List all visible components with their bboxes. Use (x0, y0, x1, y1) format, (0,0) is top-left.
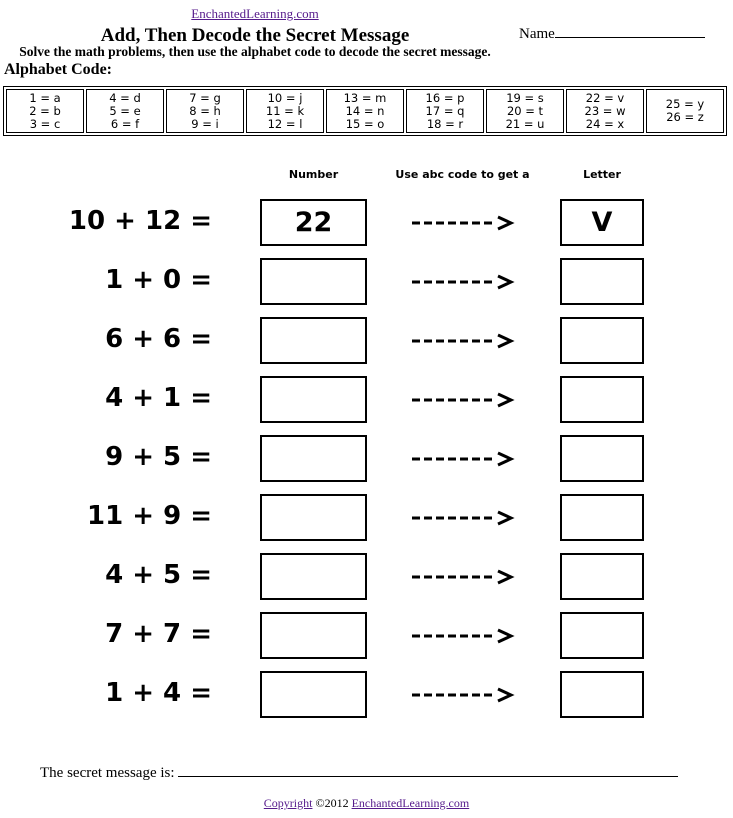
number-answer-box[interactable] (260, 553, 367, 600)
alphabet-code-table (3, 86, 727, 136)
secret-message-label: The secret message is: (40, 765, 175, 781)
worksheet-row (0, 435, 733, 494)
worksheet-row (0, 494, 733, 553)
letter-answer-box[interactable] (560, 317, 644, 364)
page-title: Add, Then Decode the Secret Message (100, 25, 410, 46)
column-header-arrow: Use abc code to get a (395, 168, 530, 181)
code-cell: 7 = g 8 = h 9 = i (166, 89, 244, 133)
worksheet-row (0, 199, 733, 258)
column-header-number: Number (288, 168, 339, 181)
worksheet-rows (0, 199, 733, 730)
letter-answer-box[interactable] (560, 376, 644, 423)
worksheet-row (0, 376, 733, 435)
number-answer-box[interactable] (260, 671, 367, 718)
number-answer-box[interactable] (260, 317, 367, 364)
problem-text: 1 + 4 = (105, 678, 212, 708)
letter-answer-box[interactable] (560, 612, 644, 659)
copyright-year: ©2012 (315, 796, 349, 810)
number-answer-box[interactable] (260, 258, 367, 305)
dashed-arrow-icon (410, 569, 516, 585)
number-answer-box[interactable] (260, 494, 367, 541)
problem-text: 4 + 5 = (105, 560, 212, 590)
letter-answer-box[interactable] (560, 671, 644, 718)
worksheet-row (0, 671, 733, 730)
instructions-text: Solve the math problems, then use the alphabet code to decode the secret message. (19, 44, 491, 59)
problem-text: 6 + 6 = (105, 324, 212, 354)
problem-text: 1 + 0 = (105, 265, 212, 295)
column-header-letter: Letter (583, 168, 621, 181)
number-answer-box[interactable] (260, 435, 367, 482)
letter-answer-box[interactable] (560, 435, 644, 482)
name-field (519, 24, 705, 43)
letter-answer-box[interactable] (560, 494, 644, 541)
problem-text: 10 + 12 = (68, 206, 212, 236)
number-answer-box[interactable]: 22 (260, 199, 367, 246)
copyright-footer (0, 796, 733, 811)
code-cell: 22 = v 23 = w 24 = x (566, 89, 644, 133)
number-answer-box[interactable] (260, 376, 367, 423)
problem-text: 11 + 9 = (87, 501, 212, 531)
worksheet-row (0, 258, 733, 317)
code-cell: 19 = s 20 = t 21 = u (486, 89, 564, 133)
site-link-top[interactable]: EnchantedLearning.com (191, 6, 319, 21)
dashed-arrow-icon (410, 274, 516, 290)
code-cell: 16 = p 17 = q 18 = r (406, 89, 484, 133)
dashed-arrow-icon (410, 333, 516, 349)
letter-answer-box[interactable] (560, 258, 644, 305)
problem-text: 4 + 1 = (105, 383, 212, 413)
worksheet-row (0, 612, 733, 671)
name-blank-line[interactable] (555, 24, 705, 38)
problem-text: 9 + 5 = (105, 442, 212, 472)
code-cell: 4 = d 5 = e 6 = f (86, 89, 164, 133)
dashed-arrow-icon (410, 628, 516, 644)
copyright-link[interactable]: Copyright (263, 796, 313, 810)
code-cell: 10 = j 11 = k 12 = l (246, 89, 324, 133)
worksheet-row (0, 317, 733, 376)
code-cell: 13 = m 14 = n 15 = o (326, 89, 404, 133)
dashed-arrow-icon (410, 451, 516, 467)
letter-answer-box[interactable] (560, 553, 644, 600)
worksheet-row (0, 553, 733, 612)
problem-text: 7 + 7 = (105, 619, 212, 649)
secret-message-row (40, 763, 678, 782)
name-label: Name (519, 26, 555, 42)
header (0, 5, 510, 47)
dashed-arrow-icon (410, 215, 516, 231)
dashed-arrow-icon (410, 687, 516, 703)
code-cell: 25 = y 26 = z (646, 89, 724, 133)
alphabet-code-label: Alphabet Code: (4, 61, 113, 78)
dashed-arrow-icon (410, 392, 516, 408)
code-cell: 1 = a 2 = b 3 = c (6, 89, 84, 133)
site-link-footer[interactable]: EnchantedLearning.com (351, 796, 470, 810)
number-answer-box[interactable] (260, 612, 367, 659)
secret-message-blank-line[interactable] (178, 763, 678, 777)
dashed-arrow-icon (410, 510, 516, 526)
letter-answer-box[interactable]: V (560, 199, 644, 246)
